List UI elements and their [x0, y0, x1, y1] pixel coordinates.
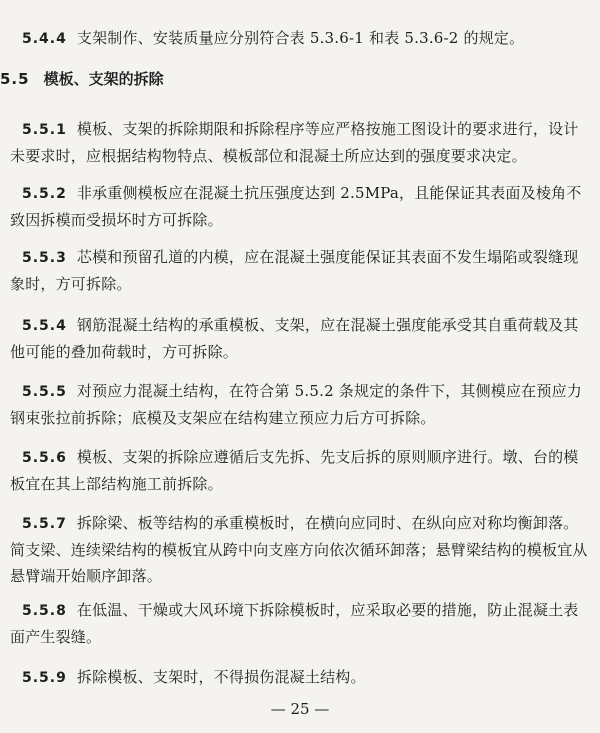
clause-number: 5.5.1 — [22, 122, 67, 138]
clause-number: 5.5.4 — [22, 318, 67, 334]
clause-text: 拆除模板、支架时，不得损伤混凝土结构。 — [76, 668, 366, 686]
clause-5-5-2 — [10, 180, 590, 233]
section-number: 5.5 — [0, 70, 30, 88]
clause-5-5-5 — [10, 378, 590, 431]
clause-5-5-9 — [10, 664, 590, 691]
clause-number: 5.5.2 — [22, 186, 67, 202]
clause-5-5-8 — [10, 597, 590, 650]
clause-text: 钢筋混凝土结构的承重模板、支架，应在混凝土强度能承受其自重荷载及其他可能的叠加荷载时，方可拆除。 — [10, 316, 579, 361]
clause-number: 5.5.6 — [22, 450, 67, 466]
clause-text: 对预应力混凝土结构，在符合第 5.5.2 条规定的条件下，其侧模应在预应力钢束张拉前拆除；底模及支架应在结构建立预应力后方可拆除。 — [10, 382, 582, 427]
clause-text: 芯模和预留孔道的内模，应在混凝土强度能保证其表面不发生塌陷或裂缝现象时，方可拆除。 — [10, 248, 579, 293]
clause-number: 5.5.3 — [22, 250, 67, 266]
clause-text: 支架制作、安装质量应分别符合表 5.3.6-1 和表 5.3.6-2 的规定。 — [76, 29, 525, 47]
clause-text: 模板、支架的拆除应遵循后支先拆、先支后拆的原则顺序进行。墩、台的模板宜在其上部结构施工前拆除。 — [10, 448, 579, 493]
clause-5-5-7 — [10, 510, 590, 589]
clause-5-5-4 — [10, 312, 590, 365]
clause-5-4-4 — [10, 25, 590, 52]
clause-number: 5.5.8 — [22, 603, 67, 619]
clause-text: 拆除梁、板等结构的承重模板时，在横向应同时、在纵向应对称均衡卸落。简支梁、连续梁结构的模板宜从跨中向支座方向依次循环卸落；悬臂梁结构的模板宜从悬臂端开始顺序卸落。 — [10, 514, 588, 585]
section-heading — [0, 66, 164, 92]
clause-number: 5.5.5 — [22, 384, 67, 400]
page-number: — 25 — — [270, 700, 330, 718]
section-title: 模板、支架的拆除 — [43, 70, 164, 88]
clause-5-5-3 — [10, 244, 590, 297]
clause-number: 5.4.4 — [22, 31, 67, 47]
clause-text: 在低温、干燥或大风环境下拆除模板时，应采取必要的措施，防止混凝土表面产生裂缝。 — [10, 601, 579, 646]
clause-number: 5.5.9 — [22, 670, 67, 686]
clause-text: 非承重侧模板应在混凝土抗压强度达到 2.5MPa，且能保证其表面及棱角不致因拆模而受损坏时方可拆除。 — [10, 184, 582, 229]
clause-number: 5.5.7 — [22, 516, 67, 532]
clause-5-5-6 — [10, 444, 590, 497]
clause-5-5-1 — [10, 116, 590, 169]
clause-text: 模板、支架的拆除期限和拆除程序等应严格按施工图设计的要求进行，设计未要求时，应根据结构物特点、模板部位和混凝土所应达到的强度要求决定。 — [10, 120, 579, 165]
